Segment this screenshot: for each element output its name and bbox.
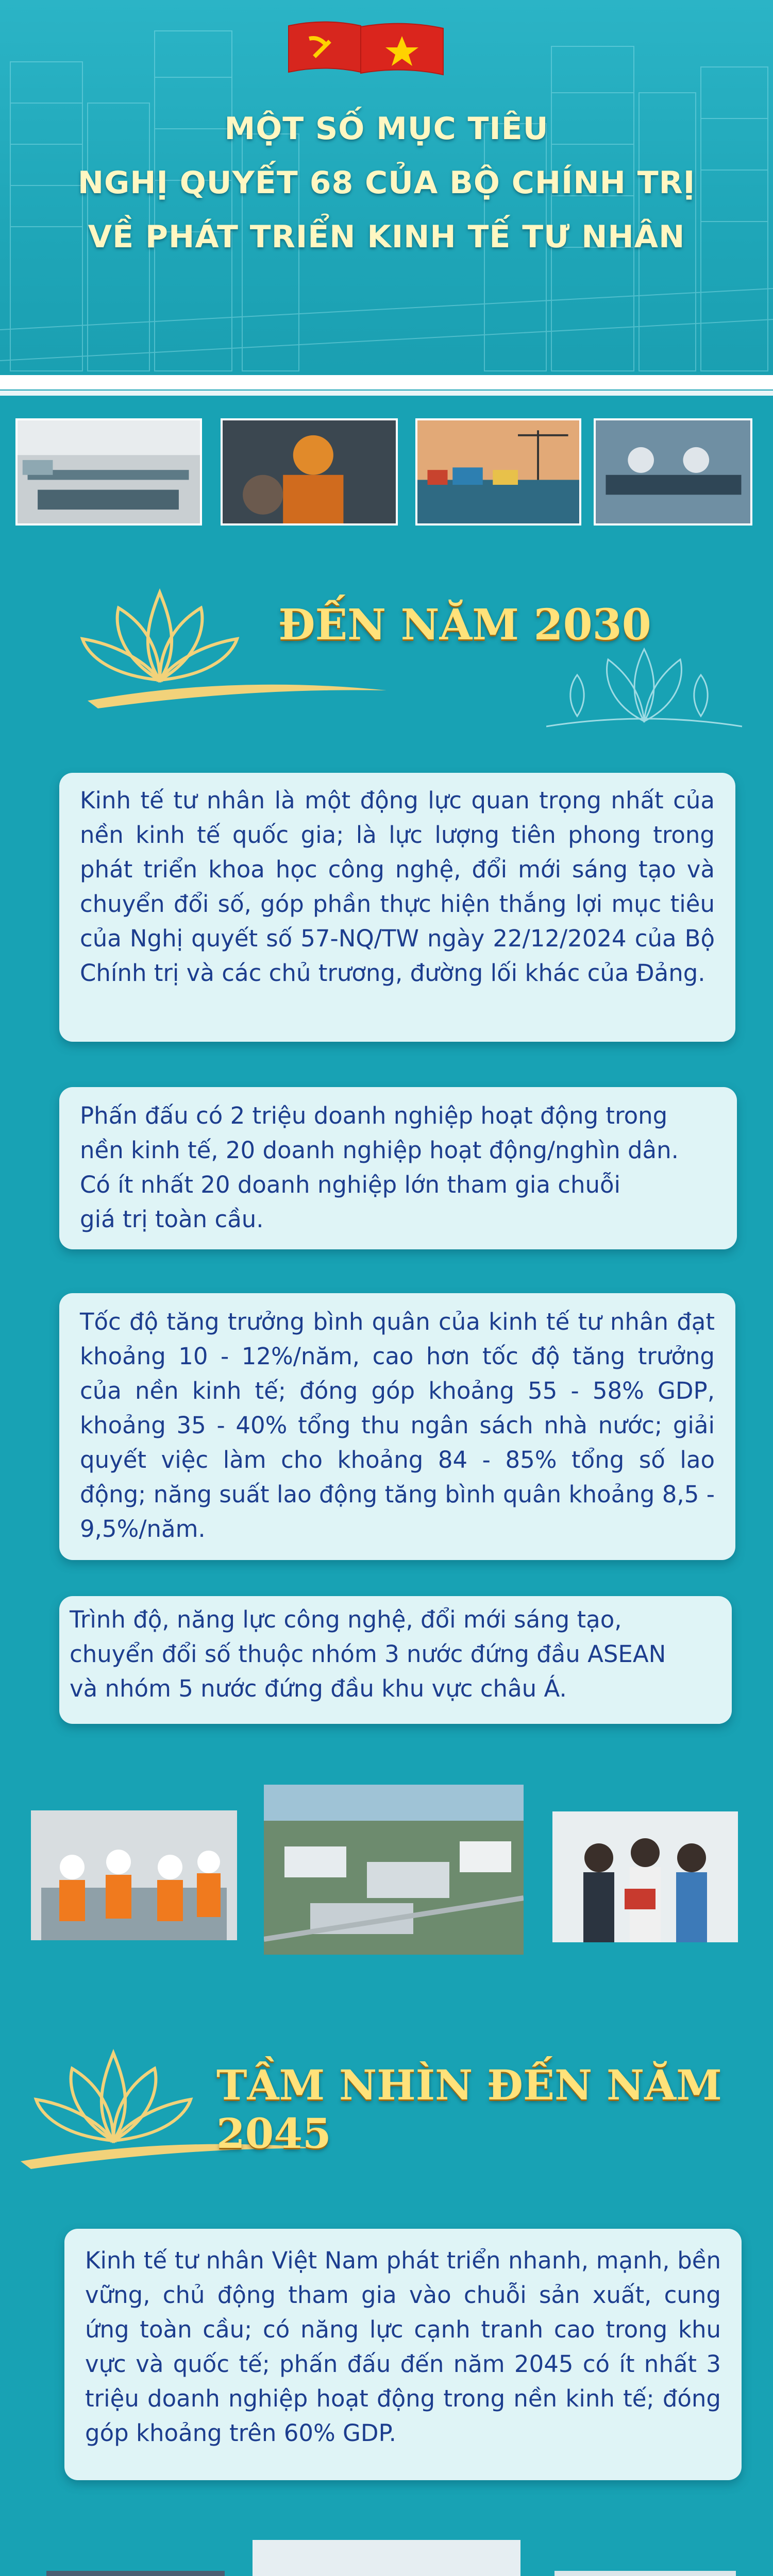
- goal-box-2: [59, 1087, 737, 1249]
- header-divider-shadow: [0, 391, 773, 396]
- heading-2030: ĐẾN NĂM 2030: [278, 600, 651, 650]
- industrial-park-aerial-photo: [264, 1785, 524, 1955]
- electronics-factory-photo: [594, 418, 752, 526]
- officials-visit-photo: [552, 1811, 738, 1942]
- goal-box-4-line-3: và nhóm 5 nước đứng đầu khu vực châu Á.: [70, 1675, 567, 1702]
- title-line-2: NGHỊ QUYẾT 68 CỦA BỘ CHÍNH TRỊ: [77, 165, 696, 201]
- goal-box-3: [59, 1293, 735, 1560]
- goal-box-2-line-2: nền kinh tế, 20 doanh nghiệp hoạt động/nghìn dân.: [80, 1137, 679, 1164]
- vision-2045-text: Kinh tế tư nhân Việt Nam phát triển nhanh, mạnh, bền vững, chủ động tham gia vào chuỗi sản xuất, cung ứng toàn cầu; có năng lực cạnh tranh cao trong khu vực và quốc tế; phấn đấu đến năm 2045 có ít nhất 3 triệu doanh nghiệp hoạt động trong nền kinh tế; đóng góp khoảng trên 60% GDP.: [85, 2247, 721, 2447]
- factory-worker-blue-photo: [554, 2571, 736, 2576]
- lotus-line-art-icon: [546, 618, 742, 737]
- vision-2045-box: [64, 2229, 742, 2480]
- goal-box-4: [59, 1596, 732, 1724]
- title-line-3: VỀ PHÁT TRIỂN KINH TẾ TƯ NHÂN: [88, 219, 685, 255]
- header-banner: [0, 0, 773, 381]
- factory-floor-photo: [15, 418, 202, 526]
- goal-box-2-line-1: Phấn đấu có 2 triệu doanh nghiệp hoạt động trong: [80, 1102, 668, 1129]
- vietnam-party-flags-icon: [278, 15, 453, 88]
- goal-box-1-text: Kinh tế tư nhân là một động lực quan trọng nhất của nền kinh tế quốc gia; là lực lượng tiên phong trong phát triển khoa học công nghệ, đổi mới sáng tạo và chuyển đổi số, góp phần thực hiện thắng lợi mục tiêu của Nghị quyết số 57-NQ/TW ngày 22/12/2024 của Bộ Chính trị và các chủ trương, đường lối khác của Đảng.: [80, 787, 715, 987]
- goal-box-3-text: Tốc độ tăng trưởng bình quân của kinh tế tư nhân đạt khoảng 10 - 12%/năm, cao hơn tốc độ tăng trưởng của nền kinh tế; đóng góp khoảng 55 - 58% GDP, khoảng 35 - 40% tổng thu ngân sách nhà nước; giải quyết việc làm cho khoảng 84 - 85% tổng số lao động; năng suất lao động tăng bình quân khoảng 8,5 - 9,5%/năm.: [80, 1308, 715, 1543]
- workers-orange-uniform-photo: [31, 1810, 237, 1940]
- goal-box-2-line-4: giá trị toàn cầu.: [80, 1206, 264, 1233]
- assembly-line-photo: [253, 2540, 520, 2576]
- goal-box-1: [59, 773, 735, 1042]
- goal-box-4-line-2: chuyển đổi số thuộc nhóm 3 nước đứng đầu ASEAN: [70, 1640, 666, 1668]
- goal-box-4-line-1: Trình độ, năng lực công nghệ, đổi mới sáng tạo,: [70, 1606, 622, 1633]
- heading-2045: TẦM NHÌN ĐẾN NĂM 2045: [216, 2061, 722, 2158]
- goal-box-2-line-3: Có ít nhất 20 doanh nghiệp lớn tham gia chuỗi: [80, 1171, 621, 1198]
- worker-photo: [221, 418, 398, 526]
- garment-workers-photo: [46, 2571, 225, 2576]
- header-divider: [0, 375, 773, 389]
- title-line-1: MỘT SỐ MỤC TIÊU: [224, 111, 549, 147]
- port-photo: [415, 418, 581, 526]
